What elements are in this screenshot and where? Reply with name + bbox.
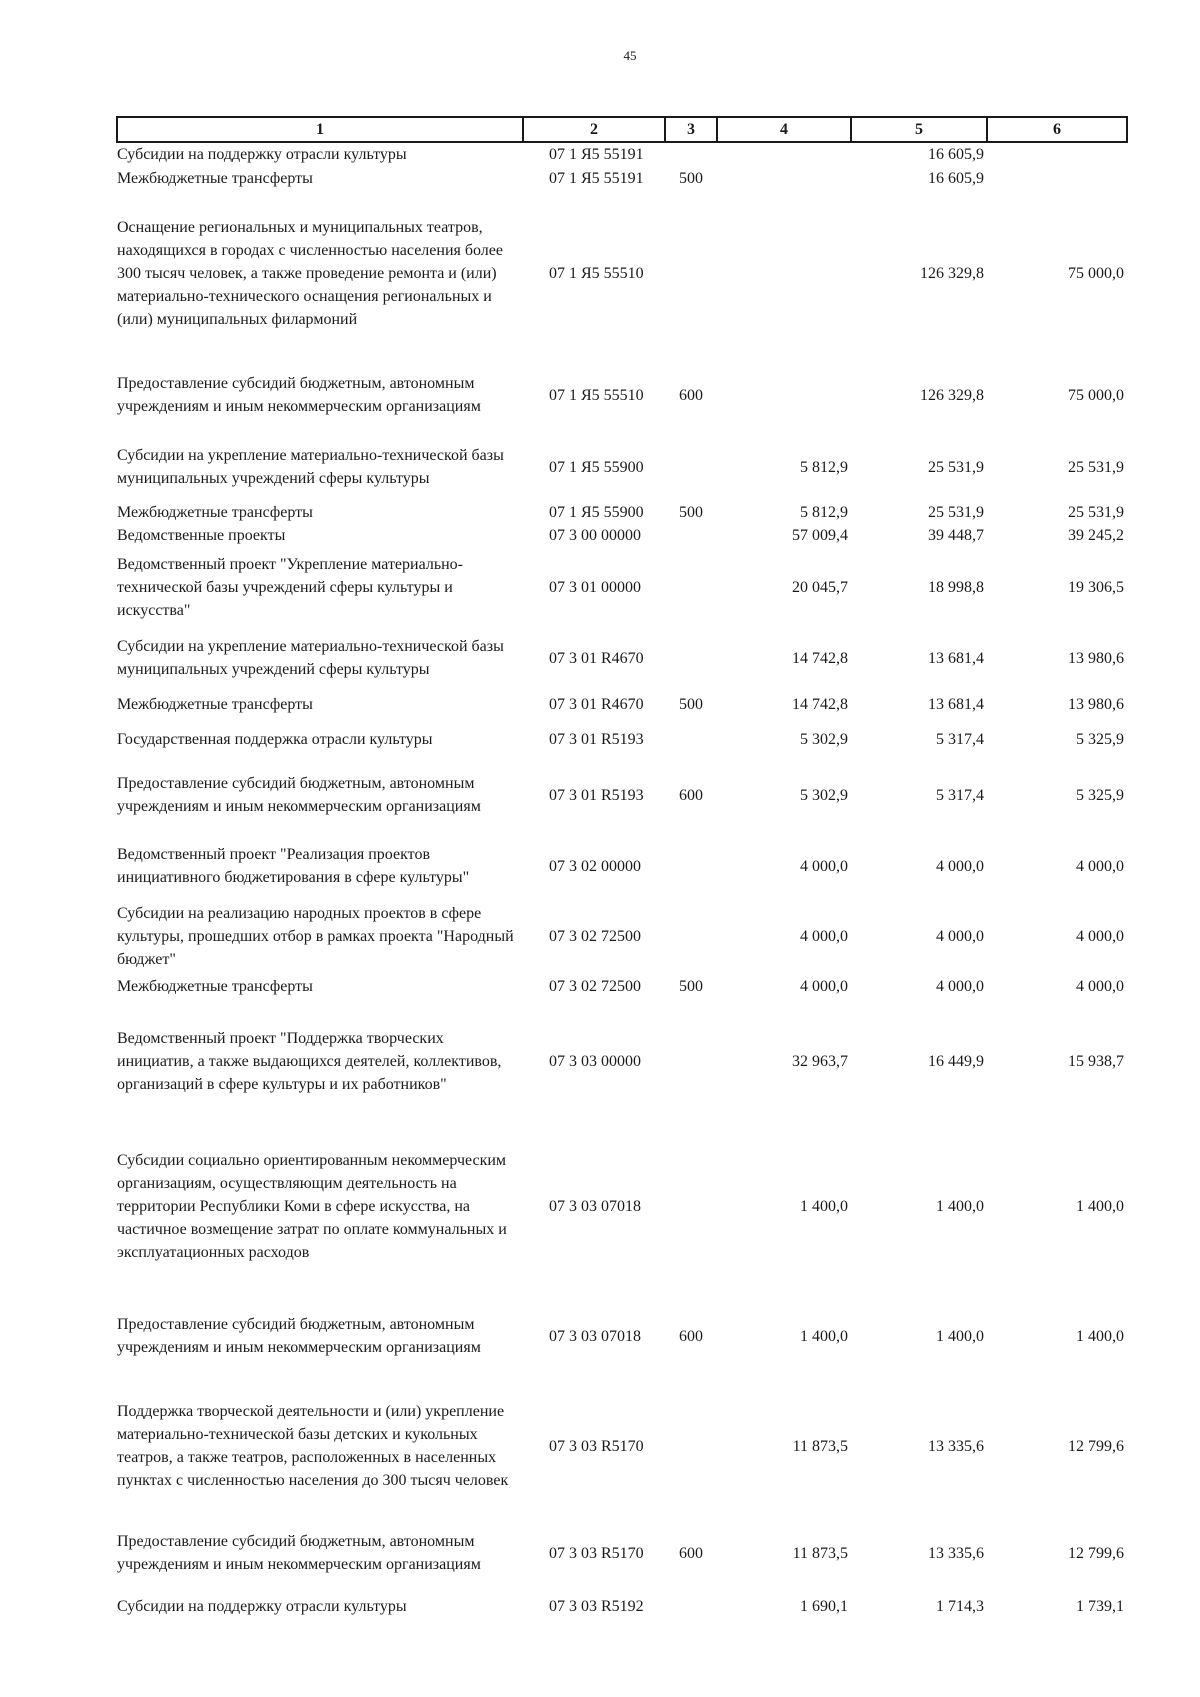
row-name: Субсидии на поддержку отрасли культуры	[117, 146, 407, 163]
row-value-col5: 16 605,9	[928, 169, 984, 187]
row-value-col5: 4 000,0	[936, 977, 984, 995]
row-value-col4	[717, 190, 851, 356]
row-value-col5: 13 335,6	[928, 1437, 984, 1455]
row-expense-type	[665, 831, 717, 901]
row-name: Ведомственный проект "Укрепление материально-технической базы учреждений сферы культуры и искусства"	[117, 555, 464, 619]
row-name: Межбюджетные трансферты	[117, 503, 313, 521]
row-code: 07 3 03 00000	[549, 1052, 641, 1070]
row-expense-type	[665, 627, 717, 689]
row-value-col5: 1 400,0	[936, 1197, 984, 1215]
row-value-col4: 1 690,1	[800, 1598, 848, 1615]
row-value-col5: 39 448,7	[928, 527, 984, 544]
row-value-col4: 4 000,0	[800, 977, 848, 995]
row-value-col4: 57 009,4	[792, 527, 848, 544]
table-row	[117, 166, 1127, 190]
row-name: Поддержка творческой деятельности и (или) укрепление материально-технической базы детских и кукольных театров, а также театров, расположенных в населенных пунктах с численностью населения до 300 тысяч человек	[117, 1403, 509, 1489]
table-row	[117, 1121, 1127, 1291]
row-value-col6: 5 325,9	[1076, 786, 1124, 804]
table-header-row	[117, 117, 1127, 142]
row-expense-type	[665, 1381, 717, 1511]
row-value-col5: 18 998,8	[928, 578, 984, 596]
row-value-col4: 4 000,0	[800, 857, 848, 875]
row-expense-type: 500	[679, 503, 703, 521]
row-value-col4: 11 873,5	[792, 1544, 848, 1562]
row-value-col4: 11 873,5	[792, 1437, 848, 1455]
row-value-col6: 4 000,0	[1076, 857, 1124, 875]
row-code: 07 1 Я5 55510	[549, 386, 644, 404]
row-name: Ведомственный проект "Поддержка творческих инициатив, а также выдающихся деятелей, коллективов, организаций в сфере культуры и их работников"	[117, 1029, 502, 1093]
column-header: 5	[851, 117, 987, 142]
row-value-col6	[987, 166, 1127, 190]
row-value-col4: 4 000,0	[800, 927, 848, 945]
row-value-col6	[987, 142, 1127, 166]
row-value-col5: 25 531,9	[928, 458, 984, 476]
row-name: Субсидии на укрепление материально-технической базы муниципальных учреждений сферы культуры	[117, 447, 504, 487]
row-value-col4: 5 302,9	[800, 730, 848, 748]
page-number: 45	[623, 48, 637, 63]
row-value-col6: 1 739,1	[1076, 1598, 1124, 1615]
column-header: 4	[717, 117, 851, 142]
row-value-col4: 5 812,9	[800, 458, 848, 476]
row-value-col6: 39 245,2	[1068, 527, 1124, 544]
row-value-col6: 75 000,0	[1068, 264, 1124, 282]
table-body	[117, 142, 1127, 1618]
table-row	[117, 971, 1127, 1001]
table-row	[117, 831, 1127, 901]
row-name: Субсидии на поддержку отрасли культуры	[117, 1598, 407, 1615]
table-row	[117, 901, 1127, 971]
table-row	[117, 689, 1127, 719]
row-value-col5: 5 317,4	[936, 786, 984, 804]
row-expense-type: 500	[679, 169, 703, 187]
row-name: Ведомственный проект "Реализация проектов инициативного бюджетирования в сфере культуры"	[117, 846, 470, 886]
row-value-col5: 13 681,4	[928, 695, 984, 713]
row-value-col6: 4 000,0	[1076, 927, 1124, 945]
table-row	[117, 1001, 1127, 1121]
row-name: Предоставление субсидий бюджетным, автономным учреждениям и иным некоммерческим организациям	[117, 375, 481, 415]
row-value-col6: 25 531,9	[1068, 503, 1124, 521]
row-value-col5: 1 714,3	[936, 1598, 984, 1615]
table-row	[117, 1511, 1127, 1595]
row-value-col6: 4 000,0	[1076, 977, 1124, 995]
row-value-col6: 75 000,0	[1068, 386, 1124, 404]
row-value-col5: 4 000,0	[936, 857, 984, 875]
row-code: 07 3 02 72500	[549, 927, 641, 945]
row-name: Субсидии социально ориентированным некоммерческим организациям, осуществляющим деятельность на территории Республики Коми в сфере искусства, на частичное возмещение затрат по оплате коммунальных и эксплуатационных расходов	[117, 1151, 507, 1261]
row-value-col4: 32 963,7	[792, 1052, 848, 1070]
row-name: Предоставление субсидий бюджетным, автономным учреждениям и иным некоммерческим организациям	[117, 1533, 481, 1573]
row-value-col5: 16 449,9	[928, 1052, 984, 1070]
row-expense-type: 500	[679, 977, 703, 995]
row-code: 07 3 01 00000	[549, 578, 641, 596]
table-row	[117, 627, 1127, 689]
table-row	[117, 1291, 1127, 1381]
row-value-col4	[717, 166, 851, 190]
row-expense-type	[665, 719, 717, 759]
row-value-col4: 5 812,9	[800, 503, 848, 521]
row-value-col6: 19 306,5	[1068, 578, 1124, 596]
row-name: Оснащение региональных и муниципальных театров, находящихся в городах с численностью населения более 300 тысяч человек, а также проведение ремонта и (или) материально-технического оснащения региональных и (или) муниципальных филармоний	[117, 218, 503, 328]
row-name: Межбюджетные трансферты	[117, 169, 313, 187]
row-code: 07 3 02 00000	[549, 857, 641, 875]
table-row	[117, 547, 1127, 627]
row-value-col6: 13 980,6	[1068, 649, 1124, 667]
table-row	[117, 434, 1127, 500]
table-row	[117, 1381, 1127, 1511]
row-name: Межбюджетные трансферты	[117, 695, 313, 713]
row-code: 07 3 01 R5193	[549, 730, 644, 748]
row-value-col5: 4 000,0	[936, 927, 984, 945]
row-value-col6: 12 799,6	[1068, 1437, 1124, 1455]
row-expense-type: 500	[679, 695, 703, 713]
row-code: 07 3 00 00000	[549, 527, 641, 544]
table-row	[117, 719, 1127, 759]
table-row	[117, 759, 1127, 831]
row-value-col4	[717, 142, 851, 166]
row-value-col5: 5 317,4	[936, 730, 984, 748]
row-value-col6: 25 531,9	[1068, 458, 1124, 476]
row-value-col6: 1 400,0	[1076, 1327, 1124, 1345]
row-value-col5: 25 531,9	[928, 503, 984, 521]
row-value-col5: 126 329,8	[920, 386, 984, 404]
row-expense-type	[665, 547, 717, 627]
row-name: Субсидии на реализацию народных проектов в сфере культуры, прошедших отбор в рамках проекта "Народный бюджет"	[117, 904, 514, 968]
column-header: 2	[523, 117, 665, 142]
row-code: 07 3 03 07018	[549, 1197, 641, 1215]
table-row	[117, 142, 1127, 166]
row-name: Межбюджетные трансферты	[117, 977, 313, 995]
row-expense-type: 600	[679, 1544, 703, 1562]
table-row	[117, 1595, 1127, 1618]
column-header: 3	[665, 117, 717, 142]
row-expense-type	[665, 1121, 717, 1291]
row-expense-type	[665, 190, 717, 356]
row-name: Субсидии на укрепление материально-технической базы муниципальных учреждений сферы культуры	[117, 638, 504, 678]
row-expense-type	[665, 524, 717, 547]
table-row	[117, 500, 1127, 524]
row-expense-type: 600	[679, 786, 703, 804]
row-value-col6: 1 400,0	[1076, 1197, 1124, 1215]
row-value-col5: 126 329,8	[920, 264, 984, 282]
row-code: 07 1 Я5 55510	[549, 264, 644, 282]
column-header: 6	[987, 117, 1127, 142]
row-expense-type	[665, 142, 717, 166]
column-header: 1	[117, 117, 523, 142]
row-expense-type	[665, 1001, 717, 1121]
row-code: 07 3 01 R4670	[549, 649, 644, 667]
row-value-col5: 1 400,0	[936, 1327, 984, 1345]
row-code: 07 1 Я5 55900	[549, 458, 644, 476]
row-code: 07 1 Я5 55191	[549, 146, 644, 163]
row-value-col6: 15 938,7	[1068, 1052, 1124, 1070]
row-value-col5: 13 335,6	[928, 1544, 984, 1562]
row-name: Государственная поддержка отрасли культуры	[117, 730, 433, 748]
budget-table	[116, 116, 1128, 1618]
row-name: Предоставление субсидий бюджетным, автономным учреждениям и иным некоммерческим организациям	[117, 775, 481, 815]
row-code: 07 1 Я5 55900	[549, 503, 644, 521]
table-row	[117, 356, 1127, 434]
row-expense-type	[665, 1595, 717, 1618]
row-value-col6: 13 980,6	[1068, 695, 1124, 713]
row-value-col4: 14 742,8	[792, 695, 848, 713]
row-code: 07 3 02 72500	[549, 977, 641, 995]
row-value-col4: 1 400,0	[800, 1327, 848, 1345]
row-value-col4	[717, 356, 851, 434]
row-code: 07 3 03 R5170	[549, 1544, 644, 1562]
row-code: 07 3 03 R5170	[549, 1437, 644, 1455]
row-value-col4: 20 045,7	[792, 578, 848, 596]
row-name: Предоставление субсидий бюджетным, автономным учреждениям и иным некоммерческим организациям	[117, 1316, 481, 1356]
row-value-col4: 14 742,8	[792, 649, 848, 667]
row-expense-type	[665, 434, 717, 500]
row-value-col4: 1 400,0	[800, 1197, 848, 1215]
row-code: 07 3 01 R5193	[549, 786, 644, 804]
row-value-col6: 5 325,9	[1076, 730, 1124, 748]
table-row	[117, 190, 1127, 356]
row-value-col5: 13 681,4	[928, 649, 984, 667]
row-name: Ведомственные проекты	[117, 527, 286, 544]
row-code: 07 3 03 07018	[549, 1327, 641, 1345]
row-code: 07 3 03 R5192	[549, 1598, 644, 1615]
table-row	[117, 524, 1127, 547]
row-code: 07 3 01 R4670	[549, 695, 644, 713]
row-code: 07 1 Я5 55191	[549, 169, 644, 187]
row-value-col4: 5 302,9	[800, 786, 848, 804]
row-value-col6: 12 799,6	[1068, 1544, 1124, 1562]
row-expense-type: 600	[679, 1327, 703, 1345]
row-expense-type: 600	[679, 386, 703, 404]
row-value-col5: 16 605,9	[928, 146, 984, 163]
row-expense-type	[665, 901, 717, 971]
